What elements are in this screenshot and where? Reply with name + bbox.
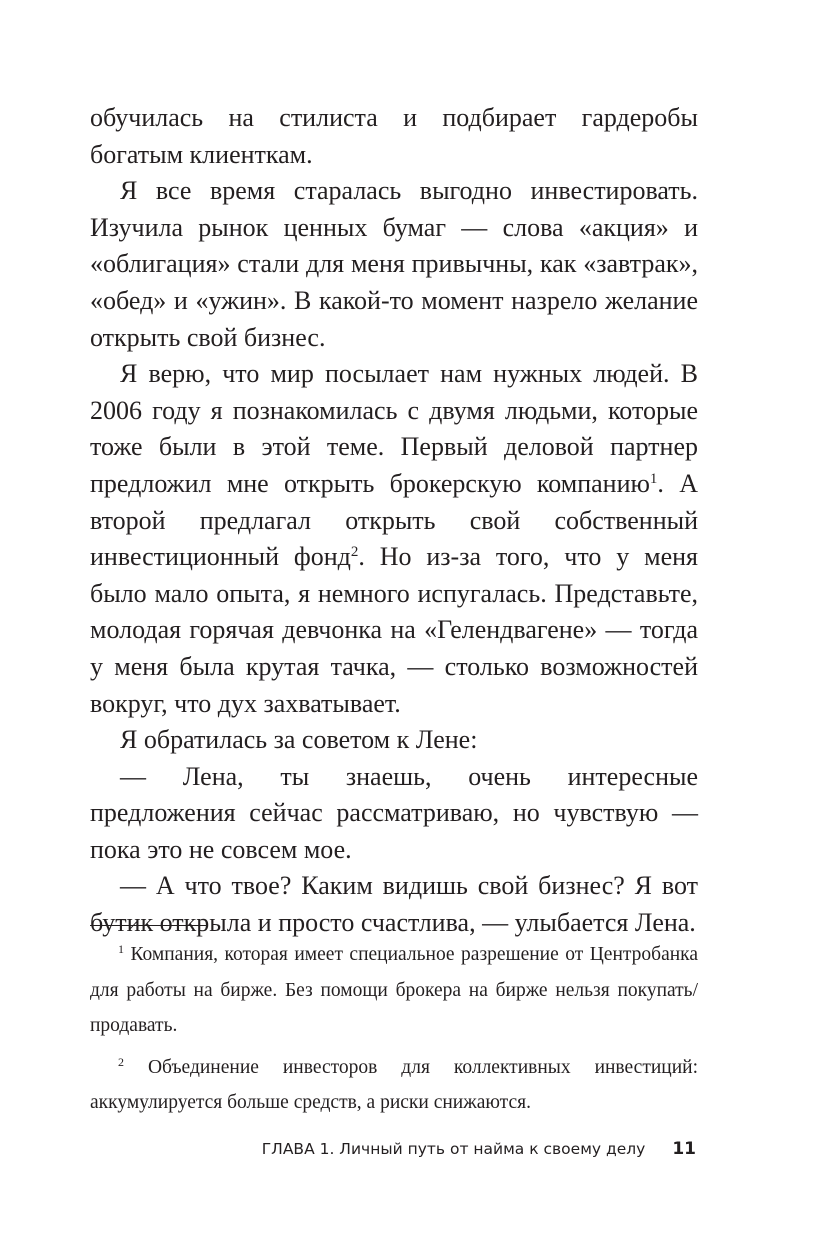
paragraph [90,356,698,722]
paragraph-text: . А второй предлагал открыть свой собственный инвестиционный фонд [90,468,698,572]
footnote-reference[interactable]: 1 [649,470,658,487]
dialogue-line: — Лена, ты знаешь, очень интересные предложения сейчас рассматриваю, но чувствую — пока это не совсем мое. [90,761,698,864]
running-footer [90,1139,696,1159]
footnote-mark: 2 [118,1054,124,1069]
body-text [90,100,698,942]
footnote-reference[interactable]: 2 [350,544,359,561]
footnote-text: Компания, которая имеет специальное разрешение от Центробанка для работы на бирже. Без помощи брокера на бирже нельзя покупать/продавать. [90,944,699,1036]
footnote [90,1050,698,1121]
chapter-title: ГЛАВА 1. Личный путь от найма к своему делу [261,1140,646,1158]
paragraph-text: . Но из-за того, что у меня было мало опыта, я немного испугалась. Представьте, молодая горячая девчонка на «Гелендвагене» — тогда у меня была крутая тачка, — столько возможностей вокруг, что дух захватывает. [90,542,698,718]
paragraph: Я все время старалась выгодно инвестировать. Изучила рынок ценных бумаг — слова «акция» и «облигация» стали для меня привычны, как «завтрак», «обед» и «ужин». В какой-то момент назрело желание открыть свой бизнес. [90,176,698,352]
paragraph: обучилась на стилиста и подбирает гардеробы богатым клиенткам. [90,103,698,169]
paragraph: Я обратилась за советом к Лене: [120,725,478,755]
footnote-text: Объединение инвесторов для коллективных инвестиций: аккумулируется больше средств, а риски снижаются. [90,1056,699,1113]
footnote-divider [90,925,207,926]
paragraph-text: Я верю, что мир посылает нам нужных людей. В 2006 году я познакомилась с двумя людьми, которые тоже были в этой теме. Первый деловой партнер предложил мне открыть брокерскую компанию [90,359,698,498]
footnote-mark: 1 [118,942,124,956]
footnotes [90,937,698,1121]
page-number: 11 [672,1139,696,1159]
dialogue-line: — А что твое? Каким видишь свой бизнес? Я вот бутик открыла и просто счастлива, — улыбается Лена. [90,871,698,938]
footnote [90,937,698,1044]
